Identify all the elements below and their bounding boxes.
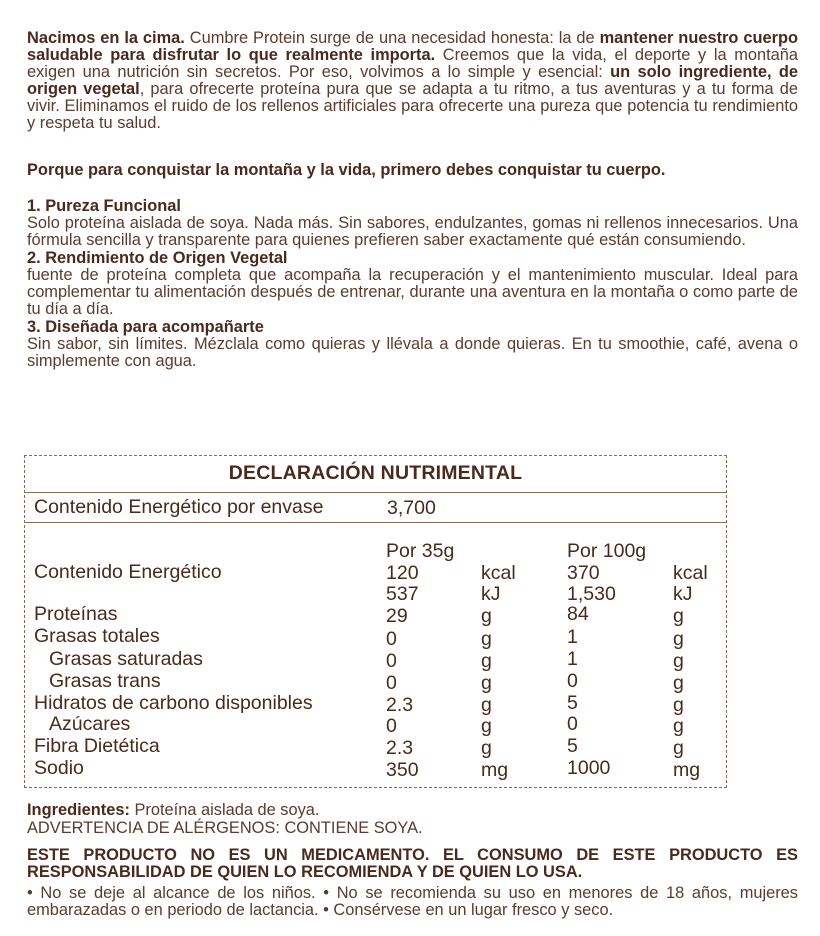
features-list [27,197,798,370]
feature-item [27,249,798,318]
intro-text-2: Creemos que la vida, el deporte y la montaña exigen una nutrición sin secretos. Por eso, volvimos a lo simple y esencial: [27,46,798,81]
column-header-35g: Por 35g [386,540,455,562]
nutrient-label-grasas-totales: Grasas totales [34,625,160,647]
feature-item [27,318,798,370]
nutrient-value-100g: 1 [567,648,578,670]
nutrient-unit: g [673,715,684,737]
nutrient-value-35g: 2.3 [386,694,414,716]
energy-kj-unit: kJ [673,583,693,605]
nutrient-unit: g [673,737,684,759]
feature-item [27,197,798,249]
nutrient-unit: g [673,628,684,650]
energy-label: Contenido Energético [34,561,222,583]
energy-kj-unit: kJ [481,583,501,605]
table-divider [25,492,726,493]
energy-kj-35g: 537 [386,583,419,605]
nutrient-unit: mg [481,759,509,781]
nutrient-value-35g: 0 [386,650,397,672]
nutrient-value-35g: 0 [386,628,397,650]
medical-warning: ESTE PRODUCTO NO ES UN MEDICAMENTO. EL CONSUMO DE ESTE PRODUCTO ES RESPONSABILIDAD DE QUIEN LO RECOMIENDA Y DE QUIEN LO USA. [27,846,798,881]
tagline: Porque para conquistar la montaña y la vida, primero debes conquistar tu cuerpo. [27,161,666,179]
intro-bold-1: mantener nuestro cuerpo saludable para disfrutar lo que realmente importa. [27,29,798,64]
nutrient-value-100g: 0 [567,713,578,735]
energy-kj-100g: 1,530 [567,583,616,605]
nutrient-label-hidratos: Hidratos de carbono disponibles [34,692,313,714]
nutrition-title: DECLARACIÓN NUTRIMENTAL [228,462,523,484]
nutrient-unit: g [673,694,684,716]
nutrient-value-100g: 0 [567,670,578,692]
nutrient-value-35g: 2.3 [386,737,414,759]
energy-kcal-unit: kcal [673,562,708,584]
energy-per-pack-label: Contenido Energético por envase [34,496,324,518]
nutrient-label-fibra: Fibra Dietética [34,735,160,757]
column-header-100g: Por 100g [567,540,647,562]
nutrient-value-100g: 5 [567,735,578,757]
intro-text-3: , para ofrecerte proteína pura que se adapta a tu ritmo, a tus aventuras y a tu forma de vivir. Eliminamos el ruido de los rellenos artificiales para ofrecerte una pureza que potencia tu rendimiento y respeta tu salud. [27,80,798,132]
nutrient-unit: g [673,672,684,694]
nutrient-unit: mg [673,759,701,781]
nutrient-value-35g: 350 [386,759,419,781]
feature-title: 1. Pureza Funcional [27,197,181,215]
nutrient-label-azucares: Azúcares [49,713,131,735]
feature-title: 3. Diseñada para acompañarte [27,318,264,336]
intro-text-1: Cumbre Protein surge de una necesidad honesta: la de [184,29,600,47]
nutrient-unit: g [673,650,684,672]
ingredients-label: Ingredientes: [27,801,130,819]
nutrient-unit: g [481,715,492,737]
energy-kcal-unit: kcal [481,562,516,584]
feature-body: Sin sabor, sin límites. Mézclala como quieras y llévala a donde quieras. En tu smoothie, café, avena o simplemente con agua. [27,335,798,370]
ingredients-line [27,802,798,819]
intro-bold-2: un solo ingrediente, de origen vegetal [27,63,798,98]
usage-notes: • No se deje al alcance de los niños. • No se recomienda su uso en menores de 18 años, mujeres embarazadas o en periodo de lactancia. • Consérvese en un lugar fresco y seco. [27,884,798,919]
energy-kcal-100g: 370 [567,562,600,584]
allergen-warning: ADVERTENCIA DE ALÉRGENOS: CONTIENE SOYA. [27,819,423,837]
nutrient-value-100g: 1 [567,626,578,648]
nutrient-label-proteinas: Proteínas [34,603,118,625]
nutrient-unit: g [673,605,684,627]
nutrition-table [24,455,727,788]
nutrient-value-100g: 1000 [567,757,611,779]
nutrient-value-35g: 0 [386,715,397,737]
nutrient-unit: g [481,694,492,716]
ingredients-value: Proteína aislada de soya. [129,801,320,819]
intro-paragraph [27,30,798,132]
nutrient-unit: g [481,628,492,650]
nutrient-value-35g: 29 [386,605,408,627]
nutrient-value-100g: 5 [567,692,578,714]
feature-body: fuente de proteína completa que acompaña la recuperación y el mantenimiento muscular. Ideal para complementar tu alimentación después de entrenar, durante una aventura en la montaña o como parte de tu día a día. [27,266,798,318]
nutrient-unit: g [481,672,492,694]
nutrient-value-35g: 0 [386,672,397,694]
energy-kcal-35g: 120 [386,562,419,584]
feature-body: Solo proteína aislada de soya. Nada más. Sin sabores, endulzantes, gomas ni rellenos innecesarios. Una fórmula sencilla y transparente para quienes prefieren saber exactamente qué están consumiendo. [27,214,798,249]
nutrient-unit: g [481,737,492,759]
nutrient-label-grasas-saturadas: Grasas saturadas [49,648,203,670]
nutrient-value-100g: 84 [567,603,589,625]
nutrient-label-grasas-trans: Grasas trans [49,670,161,692]
nutrient-unit: g [481,605,492,627]
intro-lead: Nacimos en la cima. [27,29,185,47]
nutrient-unit: g [481,650,492,672]
energy-per-pack-value: 3,700 [387,497,436,519]
nutrient-label-sodio: Sodio [34,757,84,779]
table-divider [25,522,726,523]
feature-title: 2. Rendimiento de Origen Vegetal [27,249,288,267]
